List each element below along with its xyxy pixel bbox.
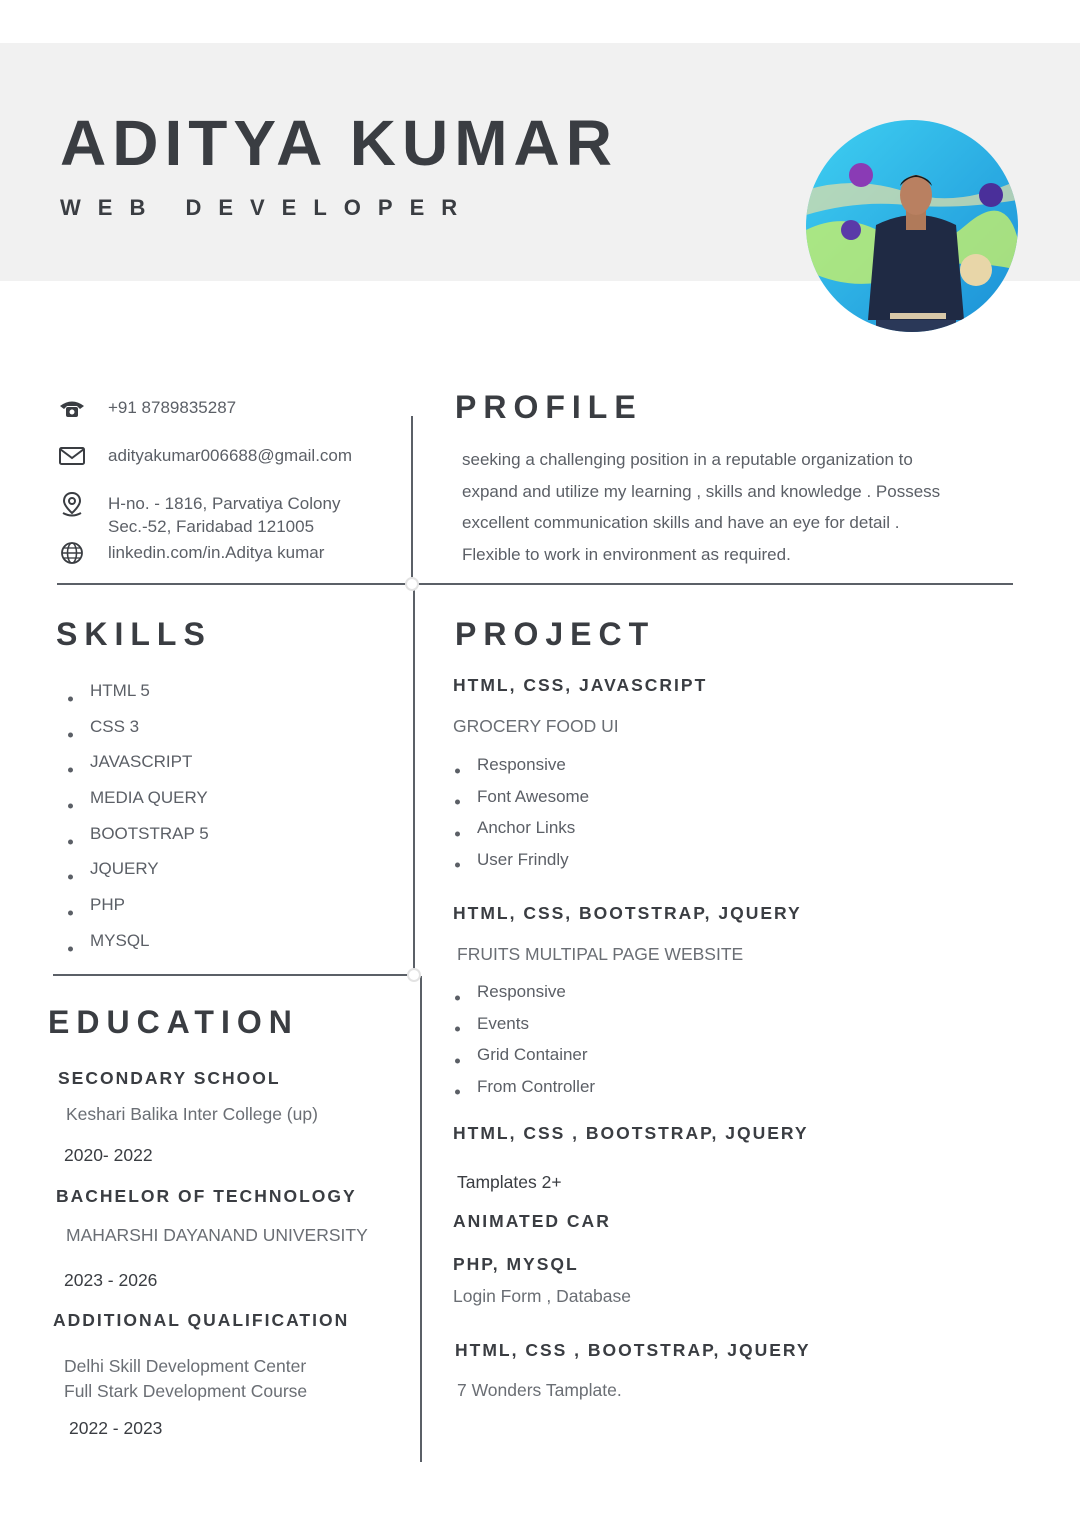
address-line-1: H-no. - 1816, Parvatiya Colony: [108, 494, 341, 513]
education-heading-additional: ADDITIONAL QUALIFICATION: [53, 1310, 350, 1330]
education-years: 2020- 2022: [64, 1145, 153, 1165]
profile-line: seeking a challenging position in a reputable organization to: [462, 450, 913, 469]
column-divider-upper: [411, 416, 413, 586]
phone-icon: [58, 396, 86, 420]
address-line-2: Sec.-52, Faridabad 121005: [108, 517, 315, 536]
profile-photo-image: [806, 120, 1018, 332]
phone-number: +91 8789835287: [108, 398, 237, 417]
skill-item: MYSQL: [68, 931, 209, 967]
project-name: Tamplates 2+: [457, 1172, 562, 1192]
skill-item: JQUERY: [68, 859, 209, 895]
skill-item: HTML 5: [68, 681, 209, 717]
feature-item: User Frindly: [455, 850, 589, 882]
project-features: [455, 982, 595, 1108]
globe-icon: [58, 541, 86, 565]
project-tech: PHP, MYSQL: [453, 1254, 579, 1274]
feature-item: Events: [455, 1014, 595, 1046]
project-name: FRUITS MULTIPAL PAGE WEBSITE: [457, 944, 744, 964]
location-pin-icon: [58, 492, 86, 516]
address: [108, 492, 340, 538]
project-title: ANIMATED CAR: [453, 1211, 611, 1231]
feature-item: From Controller: [455, 1077, 595, 1109]
job-title: WEB DEVELOPER: [60, 195, 475, 220]
project-tech: HTML, CSS , BOOTSTRAP, JQUERY: [455, 1340, 811, 1360]
project-name: Login Form , Database: [453, 1286, 632, 1306]
skill-item: MEDIA QUERY: [68, 788, 209, 824]
divider-node: [405, 577, 419, 591]
feature-item: Responsive: [455, 755, 589, 787]
section-divider-skills: [53, 974, 415, 976]
education-heading: EDUCATION: [48, 1004, 299, 1040]
skills-heading: SKILLS: [56, 616, 212, 652]
skill-item: JAVASCRIPT: [68, 752, 209, 788]
education-years: 2022 - 2023: [69, 1418, 163, 1438]
education-course: Full Stark Development Course: [64, 1381, 308, 1401]
contact-linkedin: [58, 541, 324, 565]
linkedin-url[interactable]: linkedin.com/in.Aditya kumar: [108, 543, 325, 562]
project-name: 7 Wonders Tamplate.: [457, 1380, 622, 1400]
education-institution: Keshari Balika Inter College (up): [66, 1104, 318, 1124]
mail-icon: [58, 444, 86, 468]
candidate-name: ADITYA KUMAR: [60, 107, 618, 179]
profile-heading: PROFILE: [455, 389, 643, 425]
project-tech: HTML, CSS, JAVASCRIPT: [453, 675, 708, 695]
education-heading-bachelor: BACHELOR OF TECHNOLOGY: [56, 1186, 357, 1206]
project-heading: PROJECT: [455, 616, 656, 652]
column-divider-lower: [420, 976, 422, 1462]
profile-photo: [806, 120, 1018, 332]
section-divider-top: [57, 583, 1013, 585]
project-name: GROCERY FOOD UI: [453, 716, 619, 736]
profile-line: Flexible to work in environment as required.: [462, 544, 791, 564]
education-institution: MAHARSHI DAYANAND UNIVERSITY: [66, 1225, 368, 1245]
project-features: [455, 755, 589, 881]
feature-item: Font Awesome: [455, 787, 589, 819]
skill-item: PHP: [68, 895, 209, 931]
feature-item: Anchor Links: [455, 818, 589, 850]
skill-item: CSS 3: [68, 717, 209, 753]
education-institution: Delhi Skill Development Center: [64, 1356, 307, 1376]
profile-line: expand and utilize my learning , skills and knowledge . Possess: [462, 481, 941, 501]
divider-node: [407, 968, 421, 982]
contact-phone: [58, 396, 236, 420]
education-years: 2023 - 2026: [64, 1270, 158, 1290]
skill-item: BOOTSTRAP 5: [68, 824, 209, 860]
feature-item: Grid Container: [455, 1045, 595, 1077]
feature-item: Responsive: [455, 982, 595, 1014]
education-heading-secondary: SECONDARY SCHOOL: [58, 1068, 281, 1088]
contact-address: [58, 492, 340, 538]
contact-email: [58, 444, 352, 468]
project-tech: HTML, CSS , BOOTSTRAP, JQUERY: [453, 1123, 809, 1143]
email-address[interactable]: adityakumar006688@gmail.com: [108, 446, 353, 465]
profile-line: excellent communication skills and have an eye for detail .: [462, 513, 900, 532]
profile-summary: [462, 444, 982, 570]
skills-list: [68, 681, 209, 967]
column-divider-middle: [413, 586, 415, 976]
project-tech: HTML, CSS, BOOTSTRAP, JQUERY: [453, 903, 802, 923]
